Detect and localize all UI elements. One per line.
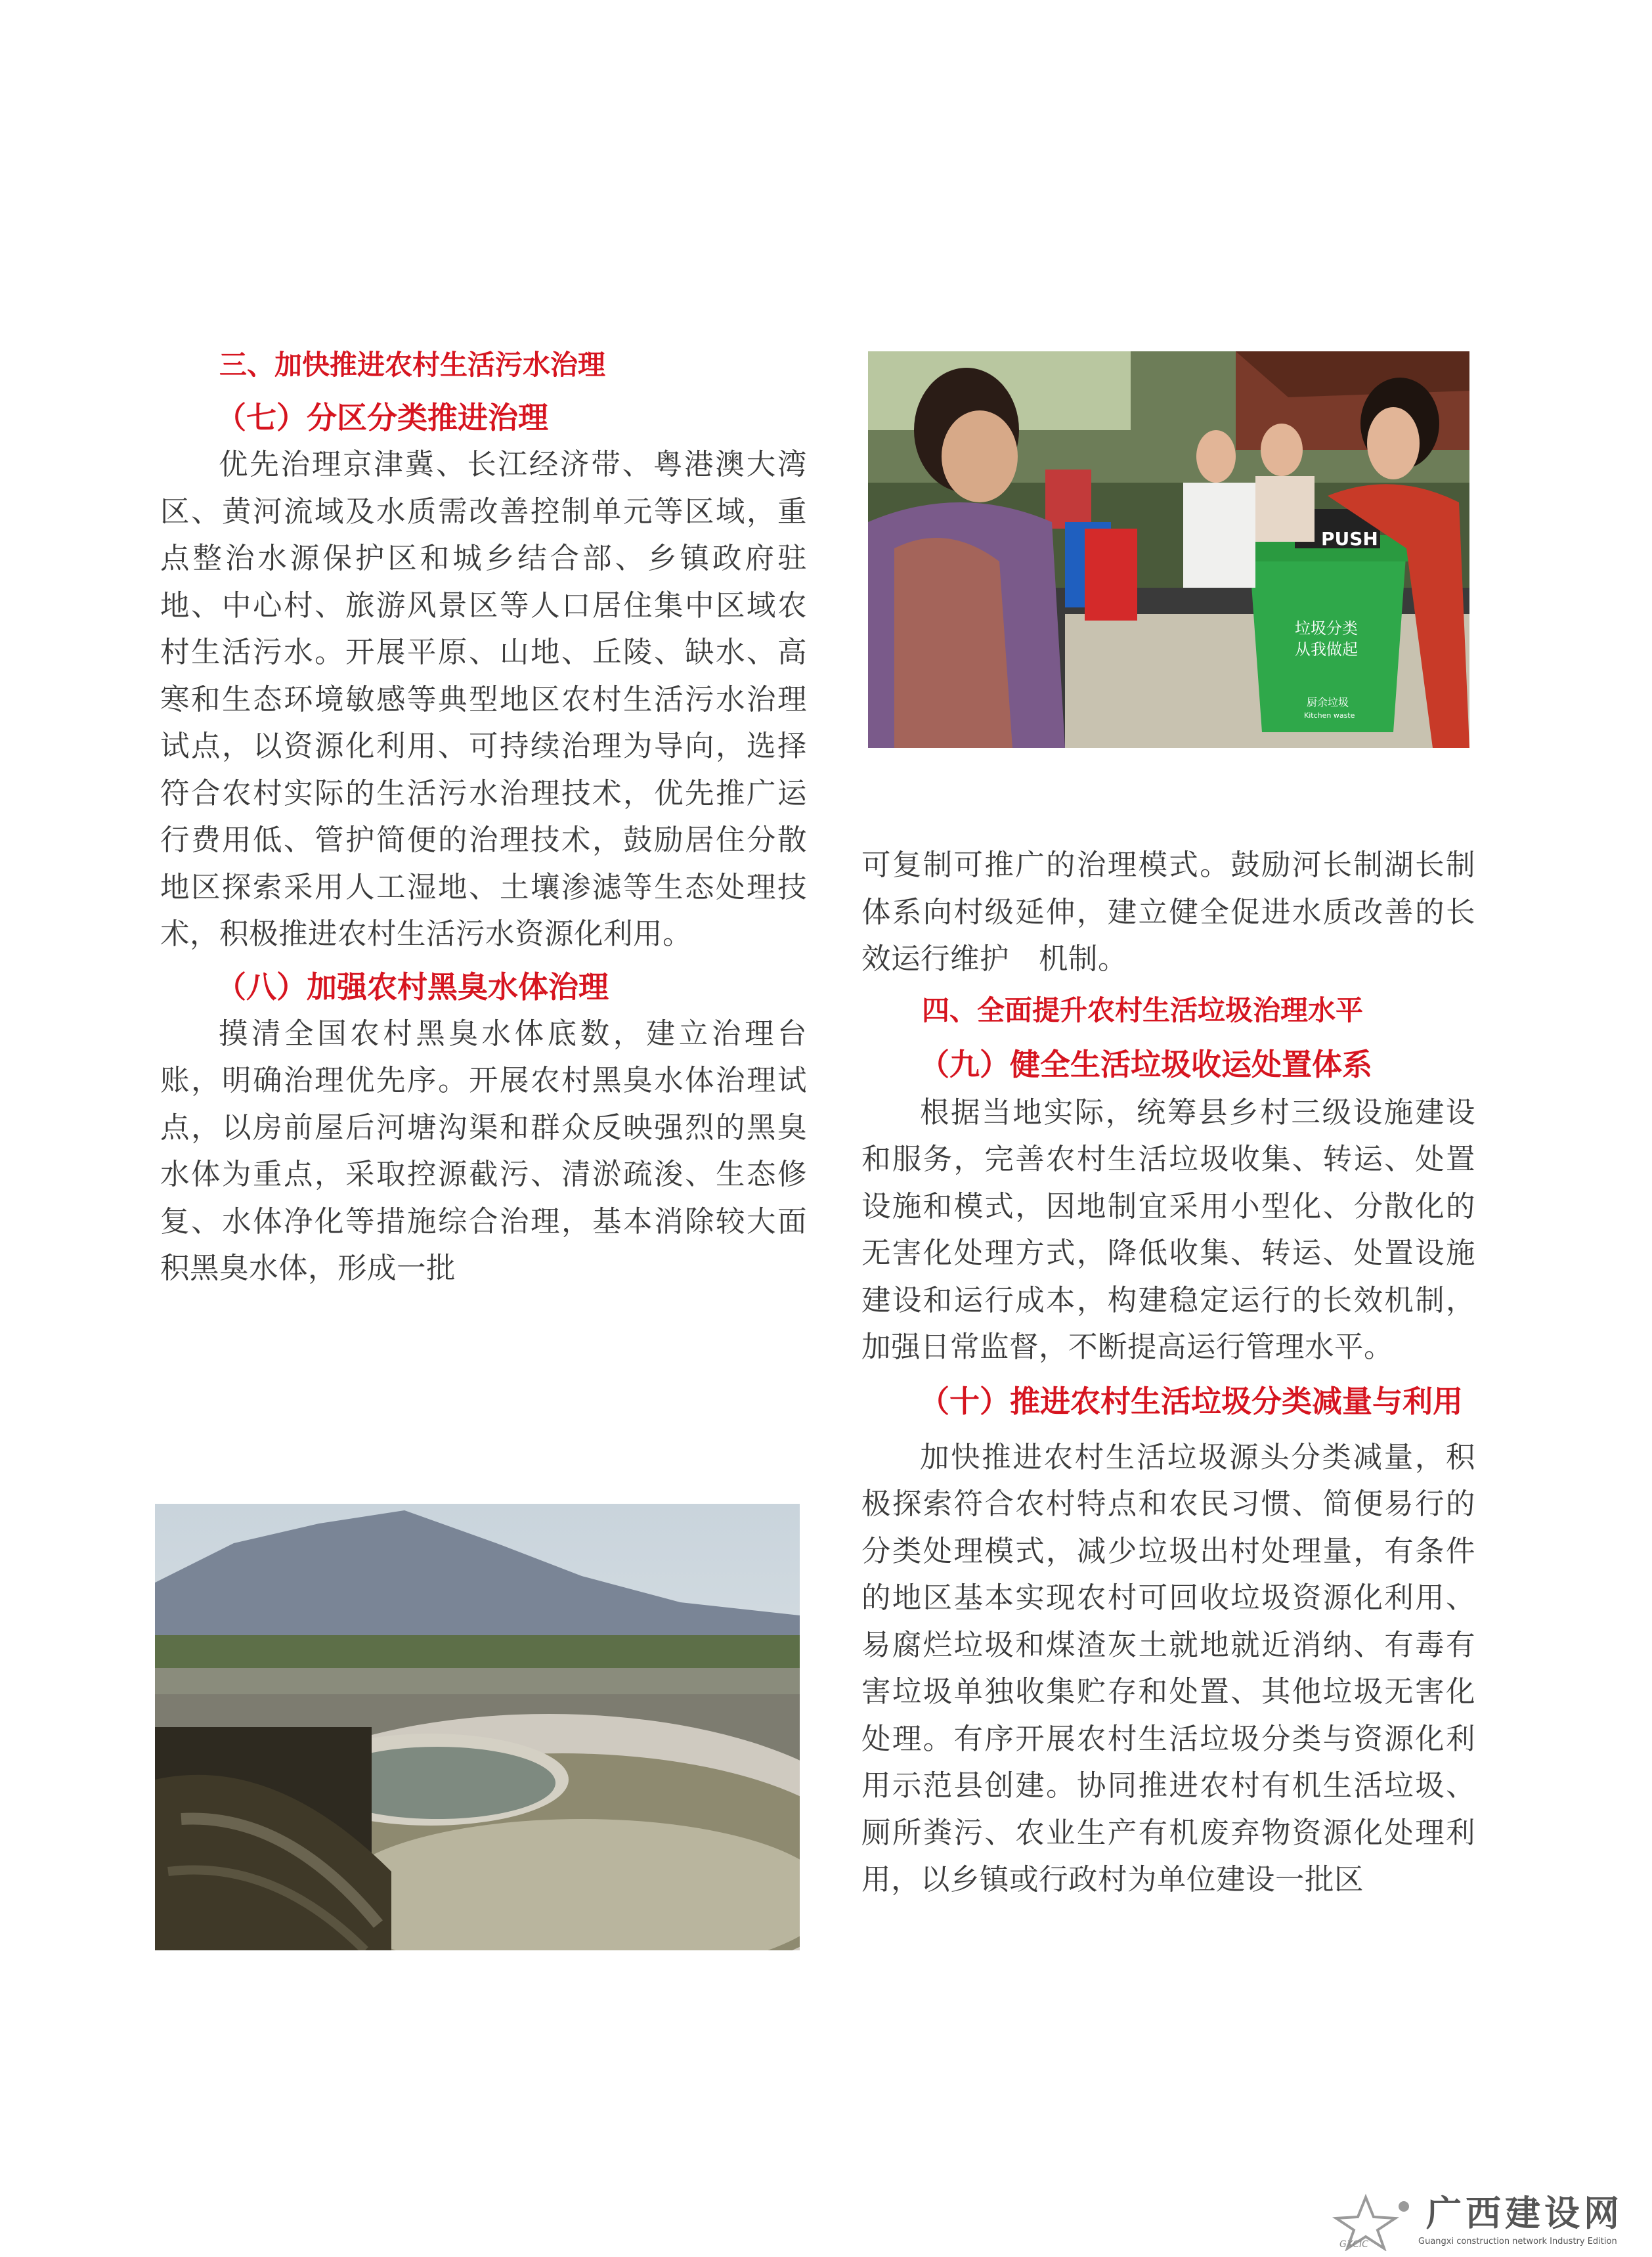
logo-subtitle: Guangxi construction network Industry Edition (1418, 2237, 1617, 2246)
star-logo-icon (1320, 2192, 1418, 2251)
section-4-title: 四、全面提升农村生活垃圾治理水平 (922, 994, 1364, 1026)
section-3-title: 三、加快推进农村生活污水治理 (219, 349, 606, 381)
subsection-8-title: （八）加强农村黑臭水体治理 (216, 969, 609, 1005)
logo-url: GXCIC (1339, 2239, 1368, 2250)
garbage-sorting-photo (868, 351, 1469, 748)
sewage-treatment-photo (155, 1504, 800, 1950)
bin-type-label-en: Kitchen waste (1304, 711, 1355, 720)
subsection-9-paragraph: 根据当地实际，统筹县乡村三级设施建设和服务，完善农村生活垃圾收集、转运、处置设施和模式，因地制宜采用小型化、分散化的无害化处理方式，降低收集、转运、处置设施建设和运行成本，构建稳定运行的长效机制，加强日常监督，不断提高运行管理水平。 (861, 1095, 1475, 1364)
subsection-10-title: （十）推进农村生活垃圾分类减量与利用 (919, 1383, 1463, 1419)
bin-slogan-line1: 垃圾分类 (1295, 619, 1358, 638)
site-logo (1320, 2192, 1628, 2251)
subsection-8-paragraph: 摸清全国农村黑臭水体底数，建立治理台账，明确治理优先序。开展农村黑臭水体治理试点，以房前屋后河塘沟渠和群众反映强烈的黑臭水体为重点，采取控源截污、清淤疏浚、生态修复、水体净化等措施综合治理，基本消除较大面积黑臭水体，形成一批 (160, 1017, 807, 1285)
subsection-10-paragraph: 加快推进农村生活垃圾源头分类减量，积极探索符合农村特点和农民习惯、简便易行的分类处理模式，减少垃圾出村处理量，有条件的地区基本实现农村可回收垃圾资源化利用、易腐烂垃圾和煤渣灰土就地就近消纳、有毒有害垃圾单独收集贮存和处置、其他垃圾无害化处理。有序开展农村生活垃圾分类与资源化利用示范县创建。协同推进农村有机生活垃圾、厕所粪污、农业生产有机废弃物资源化处理利用，以乡镇或行政村为单位建设一批区 (861, 1440, 1475, 1896)
continued-paragraph: 可复制可推广的治理模式。鼓励河长制湖长制体系向村级延伸，建立健全促进水质改善的长效运行维护 机制。 (861, 848, 1475, 976)
bin-slogan-line2: 从我做起 (1295, 640, 1358, 659)
left-column (160, 341, 807, 1292)
subsection-9-title: （九）健全生活垃圾收运处置体系 (919, 1046, 1372, 1082)
right-column (861, 842, 1475, 1904)
bin-type-label: 厨余垃圾 (1307, 696, 1349, 709)
subsection-7-title: （七）分区分类推进治理 (216, 400, 548, 435)
logo-title: 广西建设网 (1426, 2192, 1623, 2234)
bin-push-label: PUSH (1321, 528, 1378, 550)
subsection-7-paragraph: 优先治理京津冀、长江经济带、粤港澳大湾区、黄河流域及水质需改善控制单元等区域，重点整治水源保护区和城乡结合部、乡镇政府驻地、中心村、旅游风景区等人口居住集中区域农村生活污水。开展平原、山地、丘陵、缺水、高寒和生态环境敏感等典型地区农村生活污水治理试点，以资源化利用、可持续治理为导向，选择符合农村实际的生活污水治理技术，优先推广运行费用低、管护简便的治理技术，鼓励居住分散地区探索采用人工湿地、土壤渗滤等生态处理技术，积极推进农村生活污水资源化利用。 (160, 448, 807, 951)
